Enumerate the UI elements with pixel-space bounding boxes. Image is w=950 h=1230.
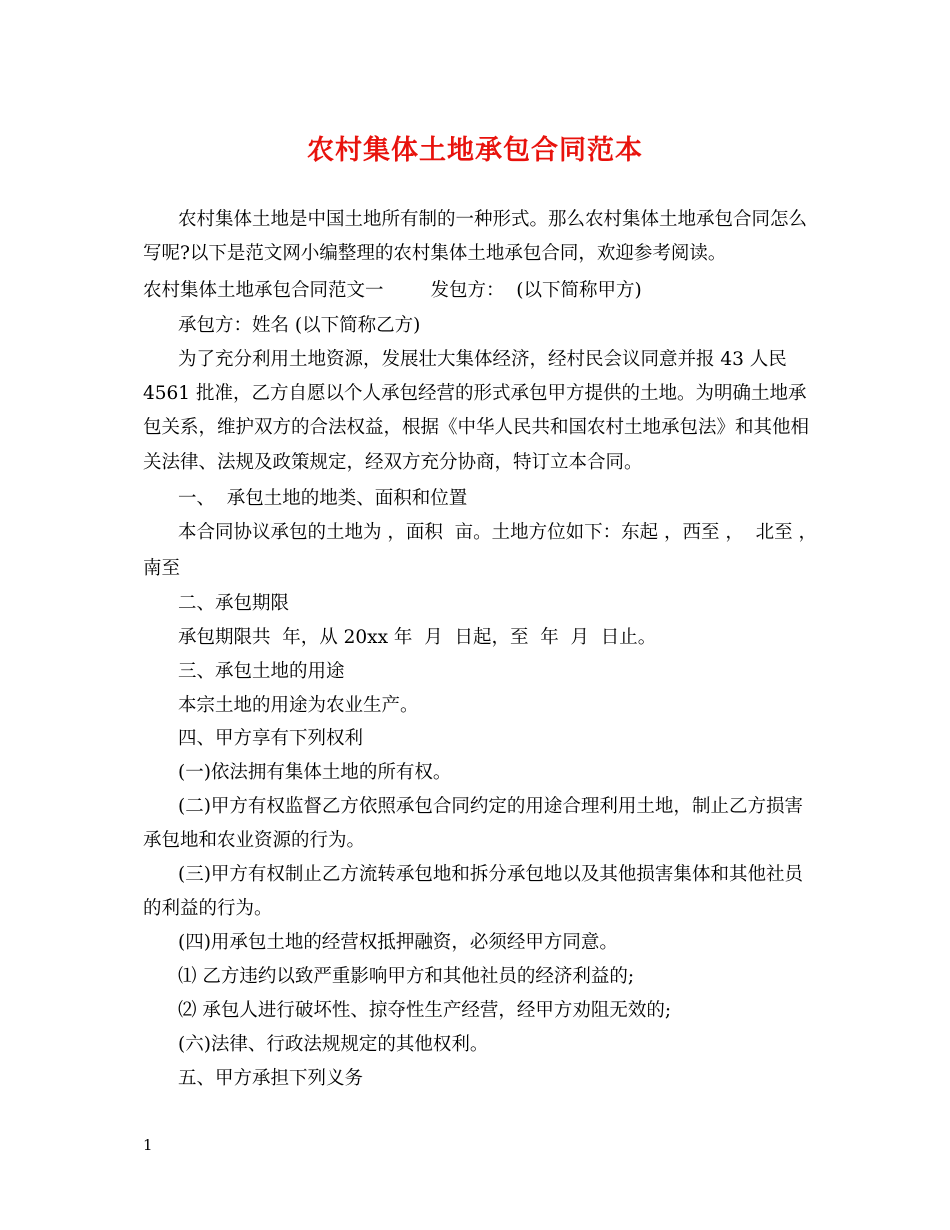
text-line: ⑴ 乙方违约以致严重影响甲方和其他社员的经济利益的; xyxy=(178,966,635,987)
text-line: (六)法律、行政法规规定的其他权利。 xyxy=(178,1034,489,1055)
text-line: (三)甲方有权制止乙方流转承包地和拆分承包地以及其他损害集体和其他社员 xyxy=(178,864,803,885)
text-line: 本合同协议承包的土地为 ，面积 亩。土地方位如下：东起 ，西至 ， 北至 ， xyxy=(178,522,818,543)
text-line: (一)依法拥有集体土地的所有权。 xyxy=(178,762,452,783)
text-line: 关法律、法规及政策规定，经双方充分协商，特订立本合同。 xyxy=(143,452,643,473)
text-line: 本宗土地的用途为农业生产。 xyxy=(178,695,419,716)
text-line: 为了充分利用土地资源，发展壮大集体经济，经村民会议同意并报 43 人民 xyxy=(178,349,787,370)
text-line: 承包方：姓名 (以下简称乙方) xyxy=(178,315,421,336)
text-line: 农村集体土地承包合同范文一 发包方： (以下简称甲方) xyxy=(143,280,642,301)
text-line: 承包地和农业资源的行为。 xyxy=(143,830,366,851)
document-title: 农村集体土地承包合同范本 xyxy=(307,135,643,166)
page-number: 1 xyxy=(143,1136,153,1154)
text-line: 五、甲方承担下列义务 xyxy=(178,1068,364,1089)
text-line: 农村集体土地是中国土地所有制的一种形式。那么农村集体土地承包合同怎么 xyxy=(178,209,808,230)
text-line: (二)甲方有权监督乙方依照承包合同约定的用途合理利用土地，制止乙方损害 xyxy=(178,796,803,817)
text-line: 二、承包期限 xyxy=(178,593,290,614)
text-line: 4561 批准，乙方自愿以个人承包经营的形式承包甲方提供的土地。为明确土地承 xyxy=(143,383,807,404)
text-line: 写呢?以下是范文网小编整理的农村集体土地承包合同，欢迎参考阅读。 xyxy=(143,243,727,264)
text-line: 南至 xyxy=(143,558,181,579)
text-line: 包关系，维护双方的合法权益，根据《中华人民共和国农村土地承包法》和其他相 xyxy=(143,417,810,438)
text-line: 三、承包土地的用途 xyxy=(178,661,345,682)
text-line: 一、 承包土地的地类、面积和位置 xyxy=(178,488,468,509)
text-line: 的利益的行为。 xyxy=(143,898,273,919)
text-line: 四、甲方享有下列权利 xyxy=(178,728,364,749)
text-line: (四)用承包土地的经营权抵押融资，必须经甲方同意。 xyxy=(178,932,618,953)
text-line: 承包期限共 年，从 20xx 年 月 日起，至 年 月 日止。 xyxy=(178,627,657,648)
text-line: ⑵ 承包人进行破坏性、掠夺性生产经营，经甲方劝阻无效的; xyxy=(178,1000,672,1021)
